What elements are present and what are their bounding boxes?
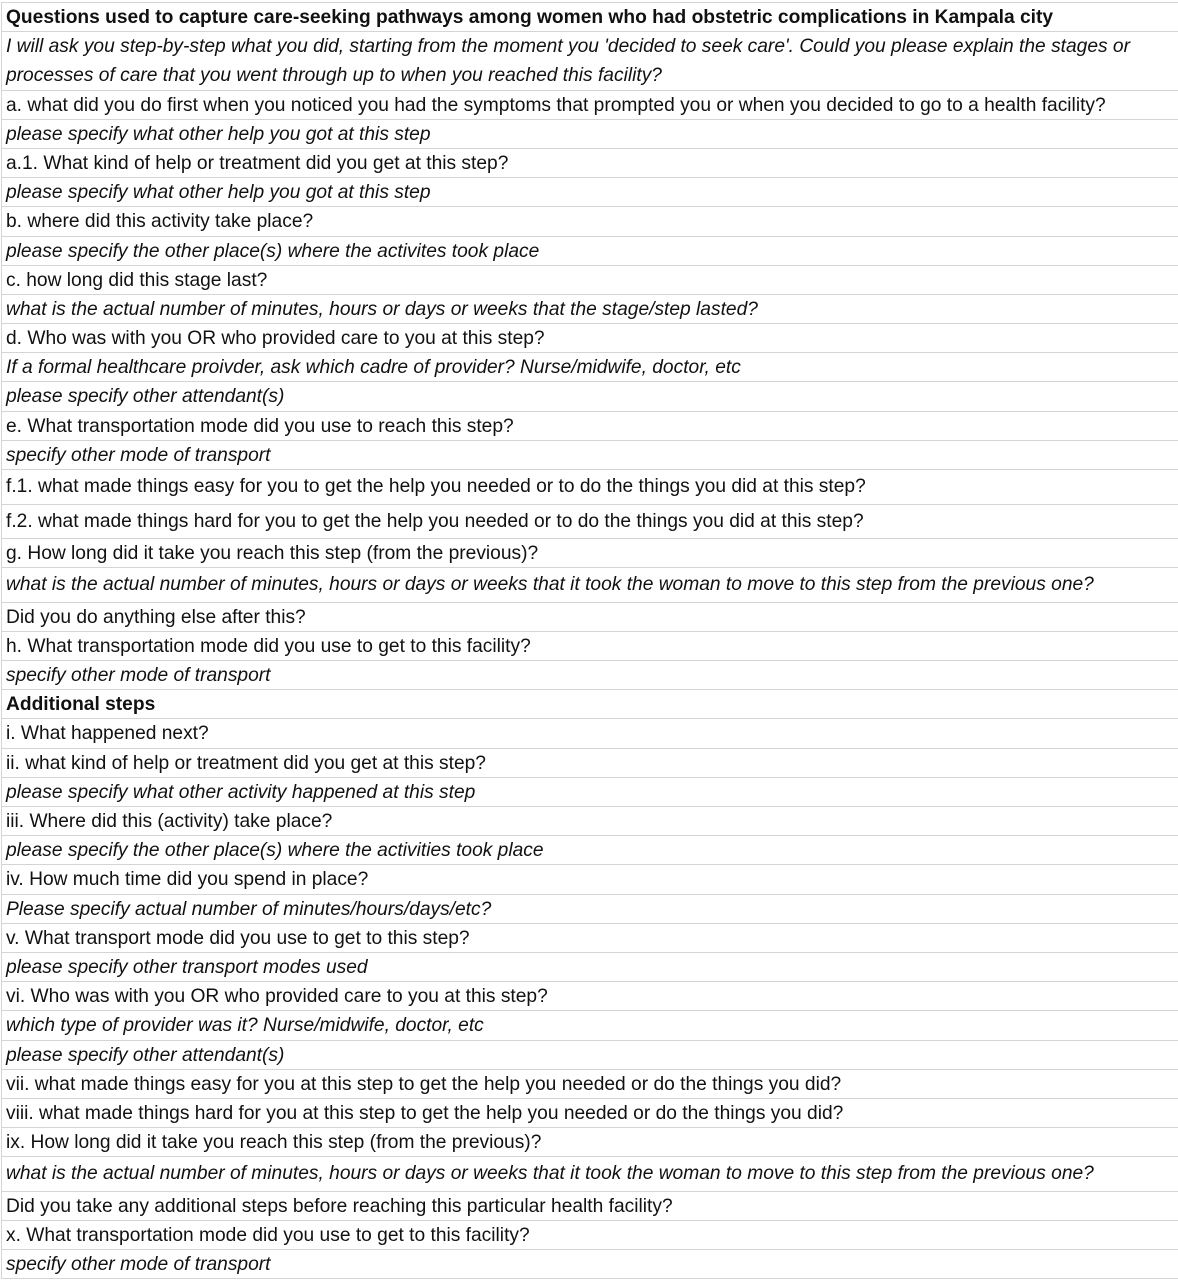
question-row: Did you do anything else after this? bbox=[2, 603, 1178, 632]
question-row: g. How long did it take you reach this step (from the previous)? bbox=[2, 539, 1178, 568]
question-row: Did you take any additional steps before reaching this particular health facility? bbox=[2, 1192, 1178, 1221]
question-row: a. what did you do first when you noticed you had the symptoms that prompted you or when you decided to go to a health facility? bbox=[2, 91, 1178, 120]
instruction-row: I will ask you step-by-step what you did, starting from the moment you 'decided to seek care'. Could you please explain the stages or processes of care that you went through up to when you reached this facility? bbox=[2, 32, 1178, 90]
instruction-row: please specify the other place(s) where the activites took place bbox=[2, 237, 1178, 266]
instruction-row: specify other mode of transport bbox=[2, 1250, 1178, 1279]
instruction-row: specify other mode of transport bbox=[2, 441, 1178, 470]
question-row: a.1. What kind of help or treatment did you get at this step? bbox=[2, 149, 1178, 178]
instruction-row: what is the actual number of minutes, hours or days or weeks that it took the woman to move to this step from the previous one? bbox=[2, 1157, 1178, 1192]
question-row: viii. what made things hard for you at this step to get the help you needed or do the things you did? bbox=[2, 1099, 1178, 1128]
question-row: iii. Where did this (activity) take place? bbox=[2, 807, 1178, 836]
question-row: b. where did this activity take place? bbox=[2, 207, 1178, 236]
instruction-row: please specify what other help you got at this step bbox=[2, 178, 1178, 207]
question-row: v. What transport mode did you use to get to this step? bbox=[2, 924, 1178, 953]
section-heading: Questions used to capture care-seeking pathways among women who had obstetric complications in Kampala city bbox=[2, 3, 1178, 32]
instruction-row: please specify other transport modes used bbox=[2, 953, 1178, 982]
question-row: e. What transportation mode did you use to reach this step? bbox=[2, 412, 1178, 441]
question-row: c. how long did this stage last? bbox=[2, 266, 1178, 295]
instruction-row: specify other mode of transport bbox=[2, 661, 1178, 690]
instruction-row: please specify what other activity happened at this step bbox=[2, 778, 1178, 807]
instruction-row: what is the actual number of minutes, hours or days or weeks that it took the woman to move to this step from the previous one? bbox=[2, 568, 1178, 603]
question-row: i. What happened next? bbox=[2, 719, 1178, 748]
instruction-row: please specify other attendant(s) bbox=[2, 1041, 1178, 1070]
question-row: ii. what kind of help or treatment did you get at this step? bbox=[2, 749, 1178, 778]
instruction-row: please specify the other place(s) where the activities took place bbox=[2, 836, 1178, 865]
question-row: f.1. what made things easy for you to get the help you needed or to do the things you did at this step? bbox=[2, 470, 1178, 505]
section-heading: Additional steps bbox=[2, 690, 1178, 719]
question-row: vi. Who was with you OR who provided care to you at this step? bbox=[2, 982, 1178, 1011]
instruction-row: Please specify actual number of minutes/hours/days/etc? bbox=[2, 895, 1178, 924]
question-row: h. What transportation mode did you use to get to this facility? bbox=[2, 632, 1178, 661]
question-row: vii. what made things easy for you at this step to get the help you needed or do the things you did? bbox=[2, 1070, 1178, 1099]
question-row: d. Who was with you OR who provided care to you at this step? bbox=[2, 324, 1178, 353]
question-row: x. What transportation mode did you use to get to this facility? bbox=[2, 1221, 1178, 1250]
instruction-row: which type of provider was it? Nurse/midwife, doctor, etc bbox=[2, 1011, 1178, 1040]
question-row: ix. How long did it take you reach this step (from the previous)? bbox=[2, 1128, 1178, 1157]
question-row: f.2. what made things hard for you to get the help you needed or to do the things you did at this step? bbox=[2, 505, 1178, 540]
instruction-row: If a formal healthcare proivder, ask which cadre of provider? Nurse/midwife, doctor, etc bbox=[2, 353, 1178, 382]
questionnaire-table bbox=[1, 2, 1178, 1279]
instruction-row: please specify what other help you got at this step bbox=[2, 120, 1178, 149]
question-row: iv. How much time did you spend in place? bbox=[2, 865, 1178, 894]
instruction-row: what is the actual number of minutes, hours or days or weeks that the stage/step lasted? bbox=[2, 295, 1178, 324]
instruction-row: please specify other attendant(s) bbox=[2, 382, 1178, 411]
